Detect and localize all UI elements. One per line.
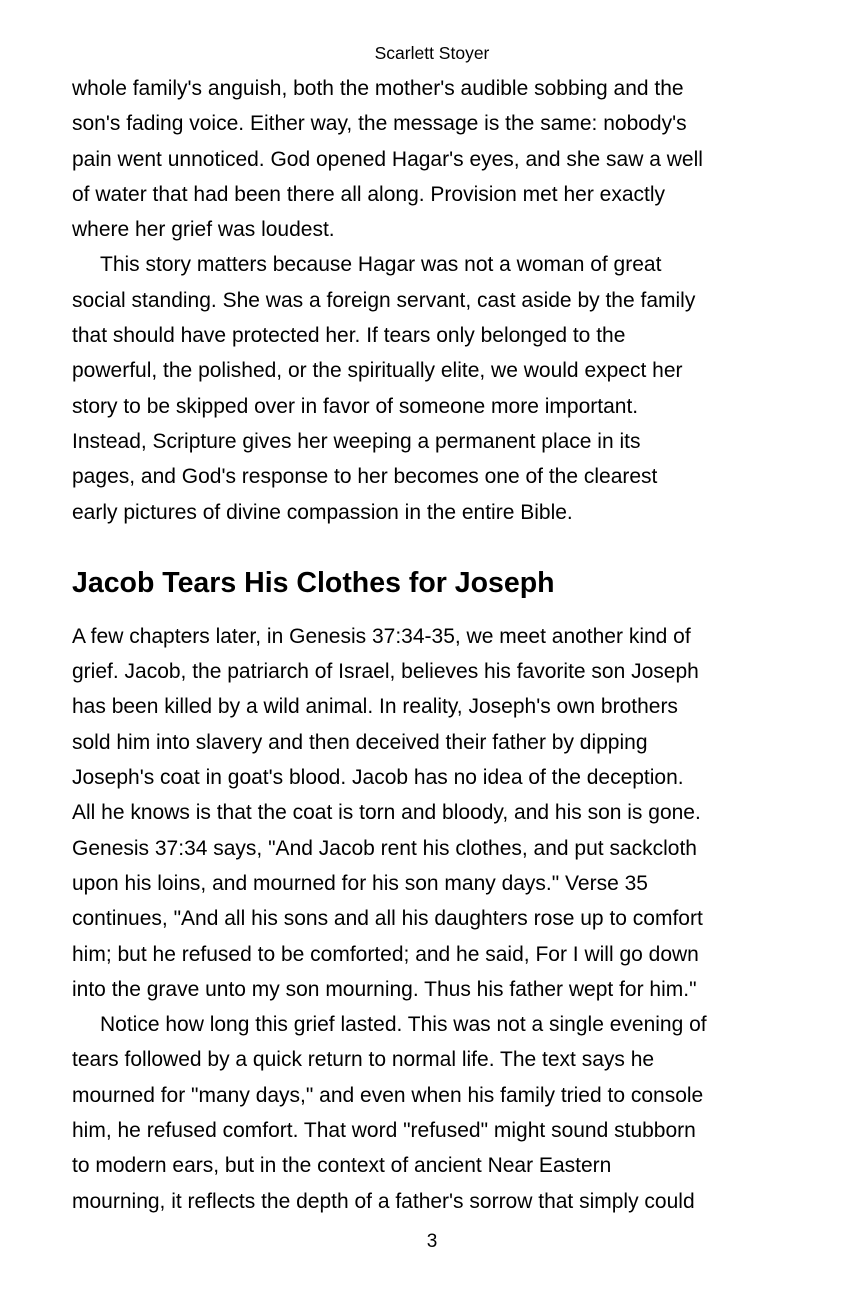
paragraph-hagar-significance: This story matters because Hagar was not a woman of great social standing. She was a foreign servant, cast aside by the family that should have protected her. If tears only belonged to the powerful, the polished, or the spiritually elite, we would expect her story to be skipped over in favor of someone more important. Instead, Scripture gives her weeping a permanent place in its pages, and God's response to her becomes one of the clearest early pictures of divine compassion in the entire Bible. <box>72 253 696 524</box>
page-body <box>72 71 752 1219</box>
paragraph-jacob-mourning-length: Notice how long this grief lasted. This was not a single evening of tears followed by a quick return to normal life. The text says he mourned for "many days," and even when his family tried to console him, he refused comfort. That word "refused" might sound stubborn to modern ears, but in the context of ancient Near Eastern mourning, it reflects the depth of a father's sorrow that simply could <box>72 1013 707 1213</box>
page-number: 3 <box>426 1231 438 1252</box>
running-header-author: Scarlett Stoyer <box>374 43 490 63</box>
paragraph-jacob-grief: A few chapters later, in Genesis 37:34-35, we meet another kind of grief. Jacob, the patriarch of Israel, believes his favorite son Joseph has been killed by a wild animal. In reality, Joseph's own brothers sold him into slavery and then deceived their father by dipping Joseph's coat in goat's blood. Jacob has no idea of the deception. All he knows is that the coat is torn and bloody, and his son is gone. Genesis 37:34 says, "And Jacob rent his clothes, and put sackcloth upon his loins, and mourned for his son many days." Verse 35 continues, "And all his sons and all his daughters rose up to comfort him; but he refused to be comforted; and he said, For I will go down into the grave unto my son mourning. Thus his father wept for him." <box>72 624 703 1001</box>
section-heading: Jacob Tears His Clothes for Joseph <box>72 566 555 599</box>
paragraph-hagar-well: whole family's anguish, both the mother's audible sobbing and the son's fading voice. Either way, the message is the same: nobody's pain went unnoticed. God opened Hagar's eyes, and she saw a well of water that had been there all along. Provision met her exactly where her grief was loudest. <box>72 77 703 242</box>
